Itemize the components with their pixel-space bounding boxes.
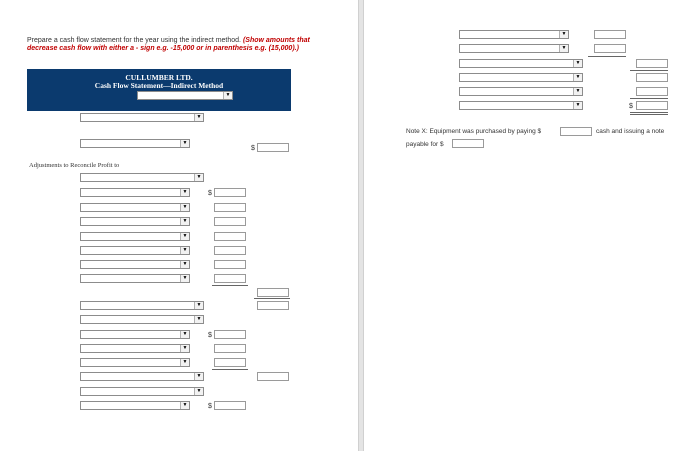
double-rule-top [630,112,668,113]
line-item-select[interactable] [80,344,190,353]
subtotal-rule [588,56,626,57]
line-item-select[interactable] [459,87,583,96]
amount-input[interactable] [214,188,246,197]
chevron-down-icon: ▼ [180,261,189,268]
chevron-down-icon: ▼ [194,316,203,323]
line-item-select[interactable] [459,44,569,53]
period-select[interactable] [137,91,233,100]
amount-input[interactable] [214,232,246,241]
line-item-select[interactable] [459,30,569,39]
chevron-down-icon: ▼ [180,345,189,352]
chevron-down-icon: ▼ [180,402,189,409]
line-item-select[interactable] [459,59,583,68]
page-divider [358,0,364,451]
chevron-down-icon: ▼ [194,388,203,395]
amount-input[interactable] [214,246,246,255]
amount-input[interactable] [214,203,246,212]
amount-input[interactable] [214,344,246,353]
line-item-select[interactable] [80,260,190,269]
line-item-select[interactable] [80,203,190,212]
amount-input[interactable] [214,401,246,410]
amount-input[interactable] [214,358,246,367]
chevron-down-icon: ▼ [180,189,189,196]
chevron-down-icon: ▼ [559,45,568,52]
note-prefix: Note X: Equipment was purchased by paying $ [406,128,542,135]
chevron-down-icon: ▼ [194,114,203,121]
instructions-text: Prepare a cash flow statement for the year using the indirect method. [27,37,243,44]
chevron-down-icon: ▼ [180,247,189,254]
line-item-select[interactable] [80,188,190,197]
section-heading-select[interactable] [80,301,204,310]
amount-input[interactable] [257,143,289,152]
line-item-select[interactable] [80,330,190,339]
statement-title: Cash Flow Statement—Indirect Method [94,81,224,90]
company-name: CULLUMBER LTD. [125,73,193,82]
amount-input[interactable] [636,59,668,68]
chevron-down-icon: ▼ [573,88,582,95]
amount-input[interactable] [214,217,246,226]
chevron-down-icon: ▼ [180,331,189,338]
instructions [27,37,317,53]
chevron-down-icon: ▼ [194,373,203,380]
chevron-down-icon: ▼ [180,204,189,211]
chevron-down-icon: ▼ [223,92,232,99]
subtotal-rule [212,369,248,370]
line-item-select[interactable] [80,274,190,283]
amount-input[interactable] [214,274,246,283]
line-item-select[interactable] [80,139,190,148]
line-item-select[interactable] [80,232,190,241]
note-suffix: payable for $ [406,141,444,148]
amount-input[interactable] [594,30,626,39]
note-middle: cash and issuing a note [596,128,665,135]
line-item-select[interactable] [80,315,204,324]
line-item-select[interactable] [80,401,190,410]
chevron-down-icon: ▼ [573,74,582,81]
line-item-select[interactable] [80,173,204,182]
line-item-select[interactable] [459,101,583,110]
chevron-down-icon: ▼ [180,218,189,225]
total-adjustments-input[interactable] [257,288,289,297]
amount-input[interactable] [214,260,246,269]
chevron-down-icon: ▼ [573,102,582,109]
net-cash-input[interactable] [257,301,289,310]
total-rule [630,98,668,99]
currency-symbol: $ [208,403,212,410]
amount-input[interactable] [636,87,668,96]
currency-symbol: $ [208,332,212,339]
chevron-down-icon: ▼ [180,140,189,147]
chevron-down-icon: ▼ [180,233,189,240]
equipment-cash-input[interactable] [560,127,592,136]
currency-symbol: $ [251,145,255,152]
amount-input[interactable] [257,372,289,381]
line-item-select[interactable] [459,73,583,82]
statement-header [27,69,291,111]
double-rule-bottom [630,114,668,115]
chevron-down-icon: ▼ [180,275,189,282]
line-item-select[interactable] [80,387,204,396]
line-item-select[interactable] [80,372,204,381]
instructions-emphasis: (Show amounts that decrease cash flow with either a - sign e.g. -15,000 or in parenthesis e.g. (15,000).) [27,37,310,52]
amount-input[interactable] [594,44,626,53]
chevron-down-icon: ▼ [559,31,568,38]
chevron-down-icon: ▼ [194,174,203,181]
ending-cash-input[interactable] [636,101,668,110]
note-payable-input[interactable] [452,139,484,148]
total-rule [254,298,290,299]
line-item-select[interactable] [80,246,190,255]
total-rule [630,70,668,71]
currency-symbol: $ [629,103,633,110]
chevron-down-icon: ▼ [573,60,582,67]
line-item-select[interactable] [80,217,190,226]
amount-input[interactable] [214,330,246,339]
line-item-select[interactable] [80,113,204,122]
subtotal-rule [212,285,248,286]
chevron-down-icon: ▼ [180,359,189,366]
line-item-select[interactable] [80,358,190,367]
amount-input[interactable] [636,73,668,82]
adjustments-label: Adjustments to Reconcile Profit to [29,162,120,169]
currency-symbol: $ [208,190,212,197]
chevron-down-icon: ▼ [194,302,203,309]
